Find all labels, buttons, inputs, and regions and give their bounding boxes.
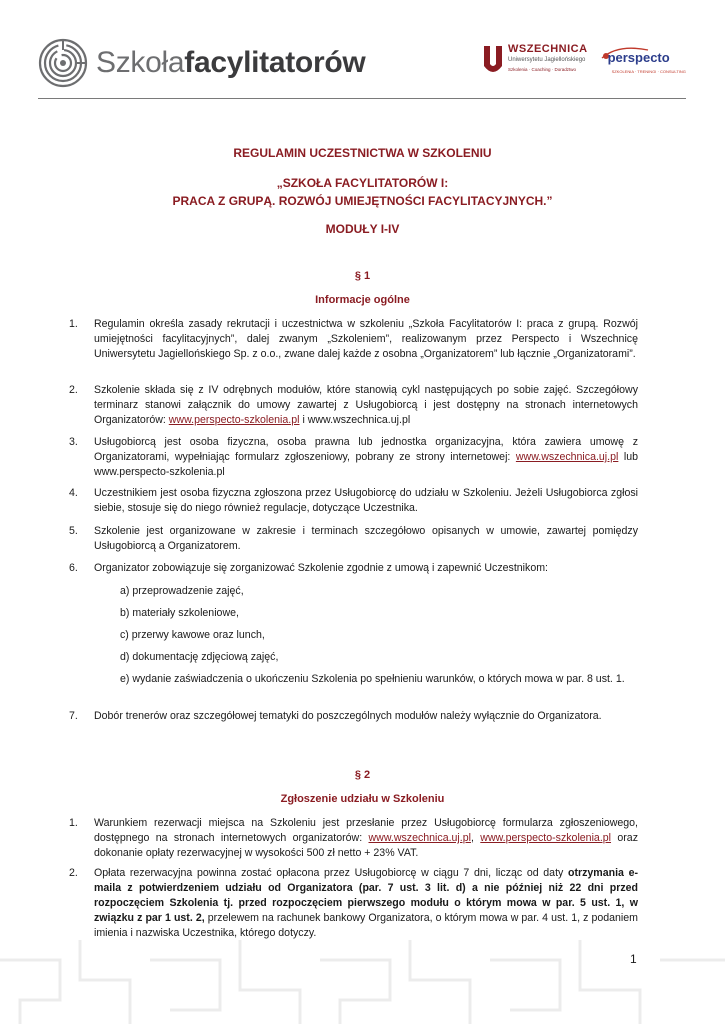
list-item: 6. Organizator zobowiązuje się zorganizować Szkolenie zgodnie z umową i zapewnić Uczestnikom: — [69, 562, 548, 574]
maze-logo-icon — [38, 38, 88, 88]
wszechnica-link[interactable]: www.wszechnica.uj.pl — [515, 451, 619, 463]
wszechnica-link[interactable]: www.wszechnica.uj.pl — [368, 832, 471, 844]
wszechnica-subtitle: Uniwersytetu Jagiellońskiego — [508, 57, 586, 63]
list-item: 2. Opłata rezerwacyjna powinna zostać opłacona przez Usługobiorcę w ciągu 7 dni, licząc od daty otrzymania e-maila z potwierdzeniem udziału od Organizatora (par. 7 ust. 3 lit. d) a nie później niż 22 dni przed rozpoczęciem Szkolenia tj. przed rozpoczęciem pierwszego modułu o którym mowa w par. 5 ust. 1, w związku z par 1 ust. 2, przelewem na rachunek bankowy Organizatora, o którym mowa w par. 4 ust. 1, z podaniem imienia i nazwiska Uczestnika, którego dotyczy. — [69, 867, 639, 939]
section-1-heading: Informacje ogólne — [315, 294, 410, 306]
doc-title-line-1: REGULAMIN UCZESTNICTWA W SZKOLENIU — [233, 146, 492, 160]
perspecto-link[interactable]: www.perspecto-szkolenia.pl — [480, 832, 612, 844]
sub-list-item: a) przeprowadzenie zajęć, — [120, 585, 244, 597]
doc-title-line-2: „SZKOŁA FACYLITATORÓW I: — [276, 176, 449, 190]
list-item: 4. Uczestnikiem jest osoba fizyczna zgłoszona przez Usługobiorcę do udziału w Szkoleniu. Jeżeli Usługobiorca zgłosi siebie, stosuje się do niego również regulacje, dotyczące Uczestnika. — [69, 487, 638, 514]
perspecto-logo — [598, 44, 686, 78]
sub-list-item: b) materiały szkoleniowe, — [120, 607, 239, 619]
maze-watermark-pattern — [0, 940, 725, 1024]
wszechnica-tagline: Szkolenia · Coaching · Doradztwo — [508, 67, 577, 72]
section-2-mark: § 2 — [354, 769, 371, 781]
sub-list-item: e) wydanie zaświadczenia o ukończeniu Szkolenia po spełnieniu warunków, o których mowa w par. 8 ust. 1. — [120, 673, 625, 685]
perspecto-tagline: SZKOLENIA · TRENINGI · CONSULTING — [611, 69, 686, 74]
list-item: 7. Dobór trenerów oraz szczegółowej tematyki do poszczególnych modułów należy wyłącznie do Organizatora. — [69, 710, 602, 722]
list-item: 1. Warunkiem rezerwacji miejsca na Szkoleniu jest przesłanie przez Usługobiorcę formularza zgłoszeniowego, dostępnego na stronach internetowych organizatorów: www.wszechnica.uj.pl, www.perspecto-szkolenia.pl oraz dokonanie opłaty rezerwacyjnej w wysokości 500 zł netto + 23% VAT. — [69, 817, 638, 859]
header-divider — [38, 98, 686, 99]
wszechnica-emblem-icon — [482, 44, 504, 74]
page-number: 1 — [630, 952, 637, 966]
section-2-heading: Zgłoszenie udziału w Szkoleniu — [280, 793, 445, 805]
szkola-facylitatorow-logo — [38, 38, 365, 88]
list-item: 1. Regulamin określa zasady rekrutacji i uczestnictwa w szkoleniu „Szkoła Facylitatorów I: praca z grupą. Rozwój umiejętności facylitacyjnych”, dalej zwanym „Szkoleniem”, realizowanym przez Perspecto i Wszechnicę Uniwersytetu Jagiellońskiego Sp. z o.o., zwane dalej każde z osobna „Organizatorem” lub łącznie „Organizatorami”. — [69, 318, 638, 360]
logo-wordmark: Szkołafacylitatorów — [96, 46, 366, 79]
section-1-mark: § 1 — [354, 270, 371, 282]
list-item: 3. Usługobiorcą jest osoba fizyczna, osoba prawna lub jednostka organizacyjna, która zawiera umowę z Organizatorami, wypełniając formularz zgłoszeniowy, pobrany ze strony internetowej: www.wszechnica.uj.pl lub www.perspecto-szkolenia.pl — [69, 436, 638, 478]
perspecto-name: perspecto — [607, 50, 670, 65]
wszechnica-title: WSZECHNICA — [508, 43, 588, 55]
sub-list-item: d) dokumentację zdjęciową zajęć, — [120, 651, 279, 663]
perspecto-link[interactable]: www.perspecto-szkolenia.pl — [168, 414, 300, 426]
sub-list-item: c) przerwy kawowe oraz lunch, — [120, 629, 265, 641]
list-item: 5. Szkolenie jest organizowane w zakresie i terminach szczegółowo opisanych w umowie, zawartej pomiędzy Usługobiorcą a Organizatorem. — [69, 525, 638, 552]
doc-title-line-3: PRACA Z GRUPĄ. ROZWÓJ UMIEJĘTNOŚCI FACYLITACYJNYCH.” — [172, 194, 553, 208]
partner-logos — [482, 44, 686, 78]
doc-title-line-4: MODUŁY I-IV — [325, 222, 400, 236]
page-header — [0, 0, 725, 100]
list-item: 2. Szkolenie składa się z IV odrębnych modułów, które stanowią cykl następujących po sobie zajęć. Szczegółowy terminarz stanowi załącznik do umowy zawartej z Usługobiorcą i jest dostępny na stronach internetowych Organizatorów: www.perspecto-szkolenia.pl i www.wszechnica.uj.pl — [69, 384, 638, 426]
